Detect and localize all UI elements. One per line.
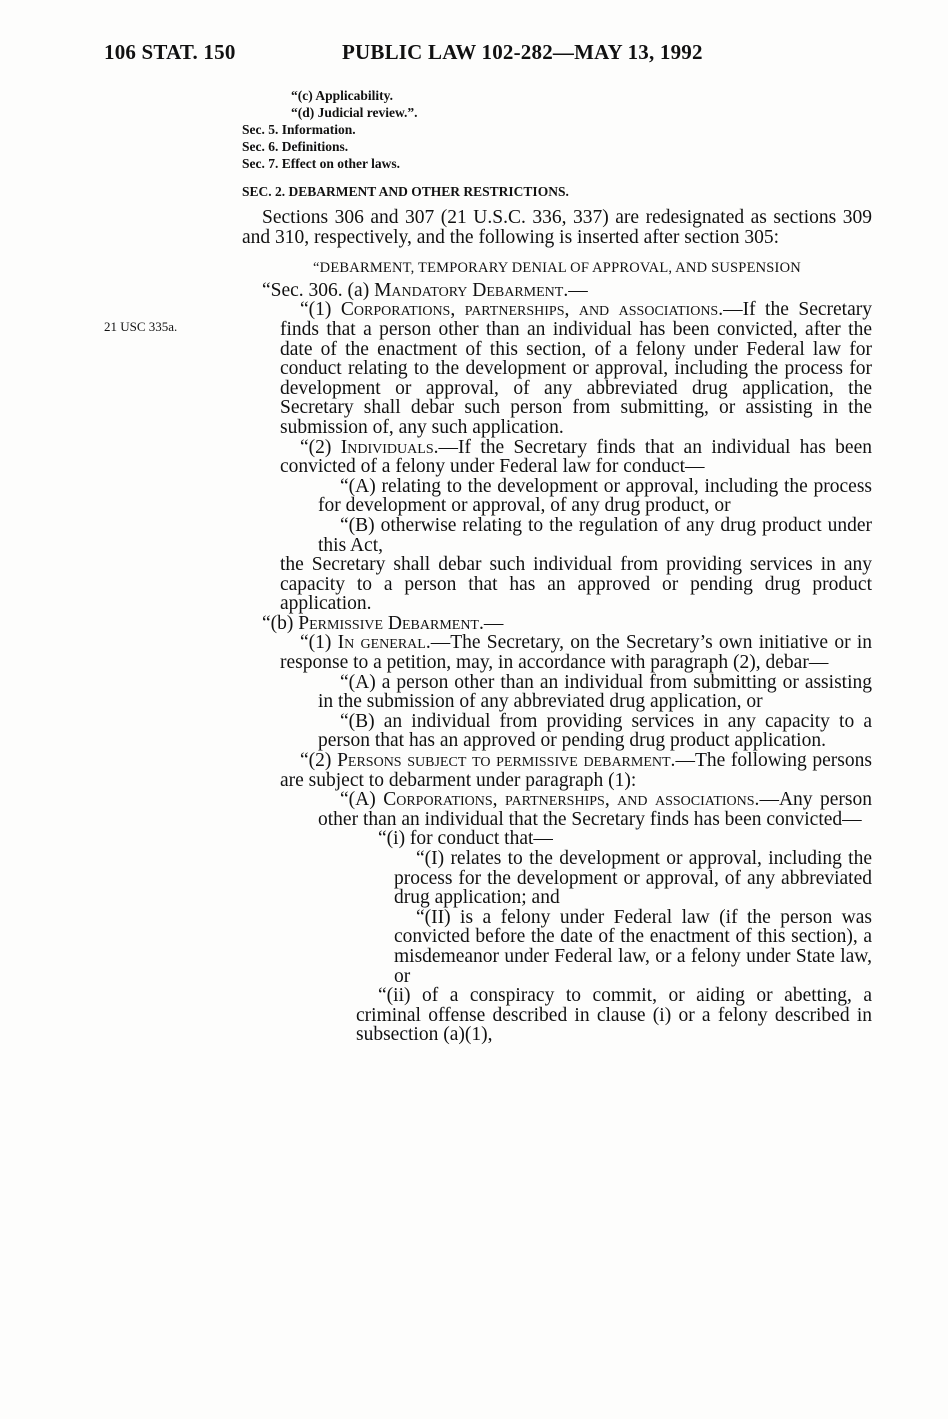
para-b1: “(1) In general.—The Secretary, on the Secretary’s own initiative or in response to a petition, may, in accordance with paragraph (2), debar— xyxy=(280,632,872,674)
table-of-contents xyxy=(242,87,418,172)
para-b1-A: “(A) a person other than an individual from submitting or assisting in the submission of any abbreviated drug application, or xyxy=(318,671,872,713)
subclause-b2-A-i-II: “(II) is a felony under Federal law (if the person was convicted before the date of the enactment of this section), a misdemeanor under Federal law, or a felony under State law, or xyxy=(394,906,872,987)
section-heading: SEC. 2. DEBARMENT AND OTHER RESTRICTIONS. xyxy=(242,184,569,199)
clause-b2-A-ii: “(ii) of a conspiracy to commit, or aiding or abetting, a criminal offense described in clause (i) or a felony described in subsection (a)(1), xyxy=(356,985,872,1046)
intro-paragraph: Sections 306 and 307 (21 U.S.C. 336, 337) are redesignated as sections 309 and 310, respectively, and the following is inserted after section 305: xyxy=(242,207,872,248)
para-b1-B: “(B) an individual from providing services in any capacity to a person that has an approved or pending drug product application. xyxy=(318,710,872,752)
toc-item: Sec. 7. Effect on other laws. xyxy=(242,156,400,171)
para-b2-A: “(A) Corporations, partnerships, and associations.—Any person other than an individual that the Secretary finds has been convicted— xyxy=(318,789,872,830)
para-a2: “(2) Individuals.—If the Secretary finds that an individual has been convicted of a felony under Federal law for conduct— xyxy=(280,436,872,478)
stat-page-number: 106 STAT. 150 xyxy=(104,40,236,64)
toc-item: Sec. 6. Definitions. xyxy=(242,139,349,154)
para-a2-B: “(B) otherwise relating to the regulation of any drug product under this Act, xyxy=(318,514,872,556)
para-a2-tail: the Secretary shall debar such individual from providing services in any capacity to a person that has an approved or pending drug product application. xyxy=(280,554,872,615)
sub-b-heading: “(b) Permissive Debarment.— xyxy=(262,612,504,634)
toc-item: “(c) Applicability. xyxy=(291,88,394,103)
subclause-b2-A-i-I: “(I) relates to the development or approval, including the process for the development or approval, of any abbreviated drug application; and xyxy=(394,848,872,909)
para-a2-A: “(A) relating to the development or approval, including the process for development or approval, of any drug product, or xyxy=(318,475,872,517)
margin-citation: 21 USC 335a. xyxy=(104,319,178,334)
para-a1: “(1) Corporations, partnerships, and associations.—If the Secretary finds that a person other than an individual has been convicted, after the date of the enactment of this section, of a felony under Federal law for conduct relating to the development or approval, including the process for development or approval, of any abbreviated drug application, the Secretary shall debar such person from submitting, or assisting in the submission of, any such application. xyxy=(280,299,872,438)
clause-b2-A-i: “(i) for conduct that— xyxy=(378,828,553,850)
statute-body xyxy=(242,208,872,1045)
para-b2: “(2) Persons subject to permissive debarment.—The following persons are subject to debarment under paragraph (1): xyxy=(280,750,872,791)
sec306-heading: “Sec. 306. (a) Mandatory Debarment.— xyxy=(262,279,588,301)
law-title-date: PUBLIC LAW 102-282—MAY 13, 1992 xyxy=(342,40,703,64)
toc-item: “(d) Judicial review.”. xyxy=(291,105,418,120)
toc-item: Sec. 5. Information. xyxy=(242,122,356,137)
inserted-heading: “DEBARMENT, TEMPORARY DENIAL OF APPROVAL, AND SUSPENSION xyxy=(313,260,801,277)
